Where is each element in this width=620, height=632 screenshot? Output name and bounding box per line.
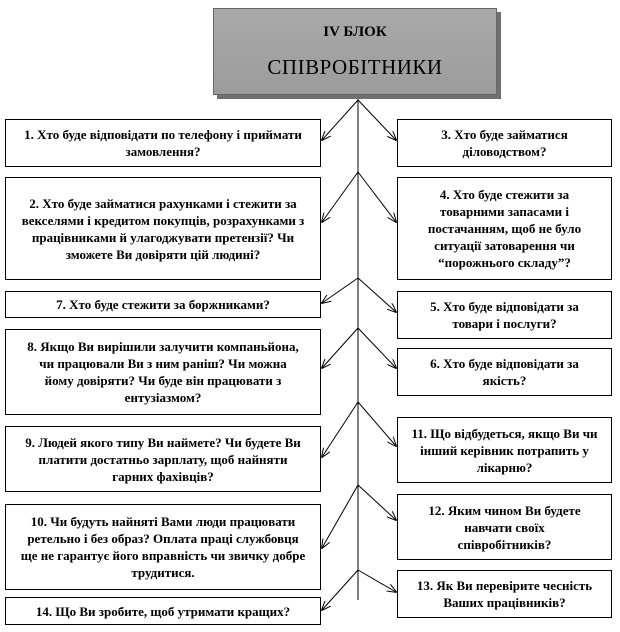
question-box-2: 2. Хто буде займатися рахунками і стежити за векселями і кредитом покупців, розрахунками з працівниками й улагоджувати претензії? Чи зможете Ви довіряти цій людині? <box>5 177 321 280</box>
question-box-4: 4. Хто буде стежити за товарними запасами і постачанням, щоб не було ситуації затоварення чи “порожнього складу”? <box>397 177 612 280</box>
block-header <box>213 8 497 95</box>
question-box-10: 10. Чи будуть найняті Вами люди працювати ретельно і без образ? Оплата праці службовця ще не гарантує його вправність чи звичку добре трудитися. <box>5 504 321 590</box>
question-box-8: 8. Якщо Ви вирішили залучити компаньйона, чи працювали Ви з ним раніш? Чи можна йому довіряти? Чи буде він працювати з ентузіазмом? <box>5 329 321 415</box>
connector-q2 <box>322 172 358 222</box>
connector-q10 <box>322 485 358 548</box>
connector-q9 <box>322 402 358 457</box>
connector-q5 <box>358 278 396 312</box>
block-label: IV БЛОК <box>323 24 387 40</box>
question-box-14: 14. Що Ви зробите, щоб утримати кращих? <box>5 597 321 625</box>
question-box-9: 9. Людей якого типу Ви наймете? Чи будете Ви платити достатньо зарплату, щоб найняти гарних фахівців? <box>5 426 321 492</box>
question-box-11: 11. Що відбудеться, якщо Ви чи інший керівник потрапить у лікарню? <box>397 417 612 483</box>
question-box-7: 7. Хто буде стежити за боржниками? <box>5 291 321 318</box>
connector-q13 <box>358 570 396 592</box>
connector-q14 <box>322 570 358 610</box>
connector-q11 <box>358 402 396 446</box>
connector-q3 <box>358 100 396 140</box>
connector-q1 <box>322 100 358 140</box>
connector-q4 <box>358 172 396 222</box>
connector-q7 <box>322 278 358 303</box>
question-box-1: 1. Хто буде відповідати по телефону і приймати замовлення? <box>5 119 321 167</box>
connector-q6 <box>358 328 396 368</box>
block-title: СПІВРОБІТНИКИ <box>267 55 443 79</box>
question-box-6: 6. Хто буде відповідати за якість? <box>397 348 612 396</box>
question-box-12: 12. Яким чином Ви будете навчати своїх співробітників? <box>397 494 612 560</box>
connector-q12 <box>358 485 396 520</box>
question-box-5: 5. Хто буде відповідати за товари і послуги? <box>397 291 612 339</box>
question-box-13: 13. Як Ви перевірите чесність Ваших працівників? <box>397 570 612 618</box>
connector-q8 <box>322 328 358 368</box>
question-box-3: 3. Хто буде займатися діловодством? <box>397 119 612 167</box>
